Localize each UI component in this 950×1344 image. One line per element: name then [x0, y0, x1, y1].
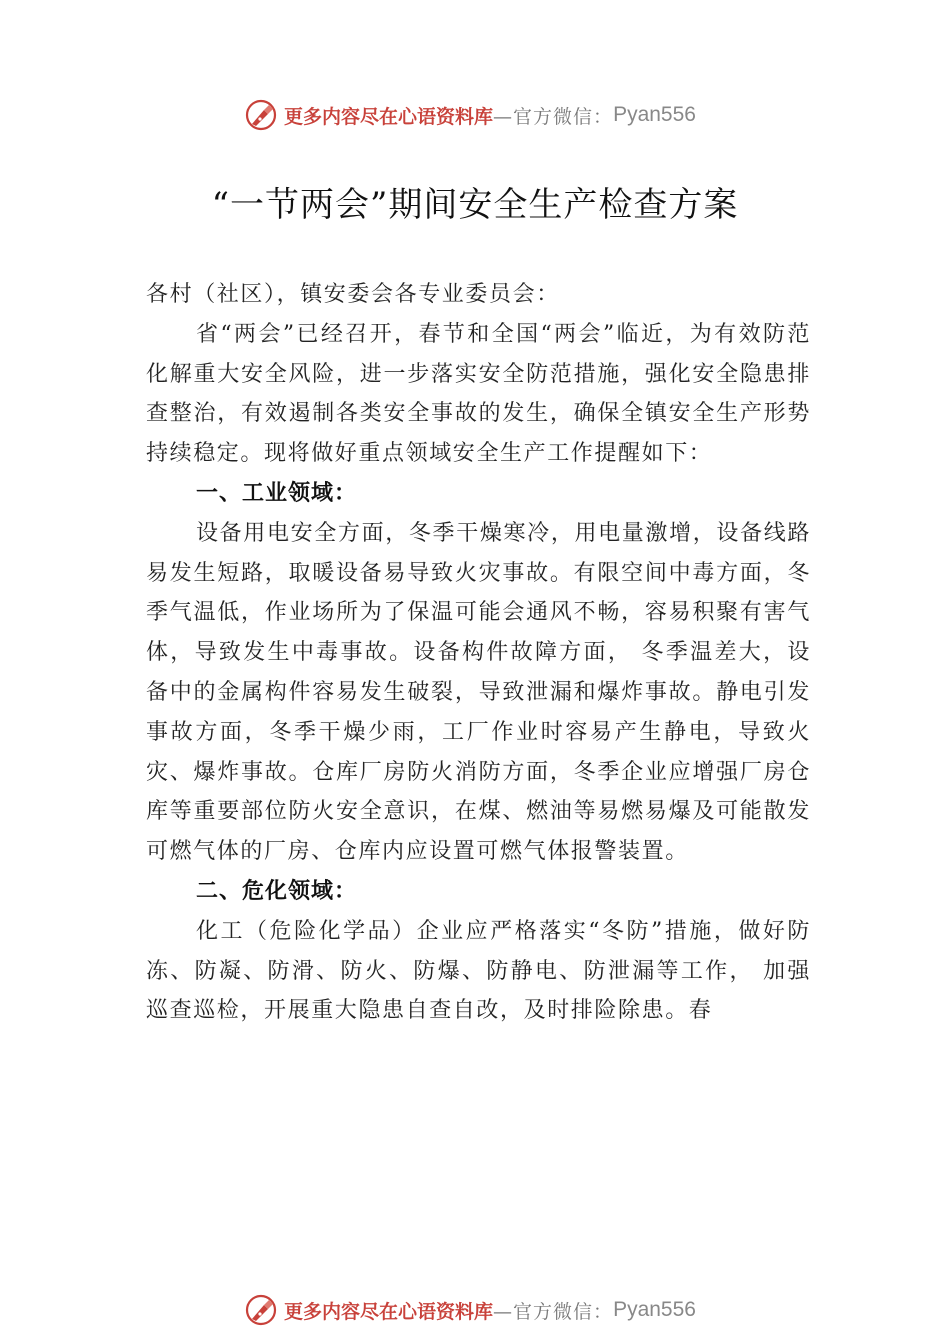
pen-nib-logo-icon	[244, 98, 278, 132]
section-heading-industry: 一、工业领域：	[196, 480, 358, 506]
section-body-hazchem: 化工（危险化学品）企业应严格落实“冬防”措施，做好防冻、防凝、防滑、防火、防爆、防静电、防泄漏等工作， 加强巡查巡检，开展重大隐患自查自改，及时排险除患。春	[146, 918, 811, 1024]
watermark-red-text: 更多内容尽在心语资料库	[284, 1300, 494, 1323]
header-watermark	[0, 95, 950, 135]
watermark-wechat-id: Pyan556	[613, 1298, 696, 1321]
watermark-gray-text: —官方微信：	[493, 1300, 614, 1323]
pen-nib-logo-icon	[244, 1293, 278, 1327]
intro-paragraph: 省“两会”已经召开，春节和全国“两会”临近，为有效防范化解重大安全风险，进一步落实安全防范措施，强化安全隐患排查整治，有效遏制各类安全事故的发生，确保全镇安全生产形势持续稳定。现将做好重点领域安全生产工作提醒如下：	[146, 321, 811, 467]
document-body	[146, 275, 811, 1031]
section-heading-hazchem: 二、危化领域：	[196, 878, 358, 904]
section-body-industry: 设备用电安全方面，冬季干燥寒冷，用电量激增，设备线路易发生短路，取暖设备易导致火灾事故。有限空间中毒方面，冬季气温低，作业场所为了保温可能会通风不畅，容易积聚有害气体，导致发生中毒事故。设备构件故障方面， 冬季温差大，设备中的金属构件容易发生破裂，导致泄漏和爆炸事故。静电引发事故方面，冬季干燥少雨，工厂作业时容易产生静电，导致火灾、爆炸事故。仓库厂房防火消防方面，冬季企业应增强厂房仓库等重要部位防火安全意识，在煤、燃油等易燃易爆及可能散发可燃气体的厂房、仓库内应设置可燃气体报警装置。	[146, 520, 811, 865]
watermark-gray-text: —官方微信：	[493, 105, 614, 128]
salutation: 各村（社区），镇安委会各专业委员会：	[146, 282, 560, 307]
document-title: “一节两会”期间安全生产检查方案	[211, 185, 739, 225]
watermark-red-text: 更多内容尽在心语资料库	[284, 105, 494, 128]
watermark-wechat-id: Pyan556	[613, 103, 696, 126]
footer-watermark	[0, 1290, 950, 1330]
